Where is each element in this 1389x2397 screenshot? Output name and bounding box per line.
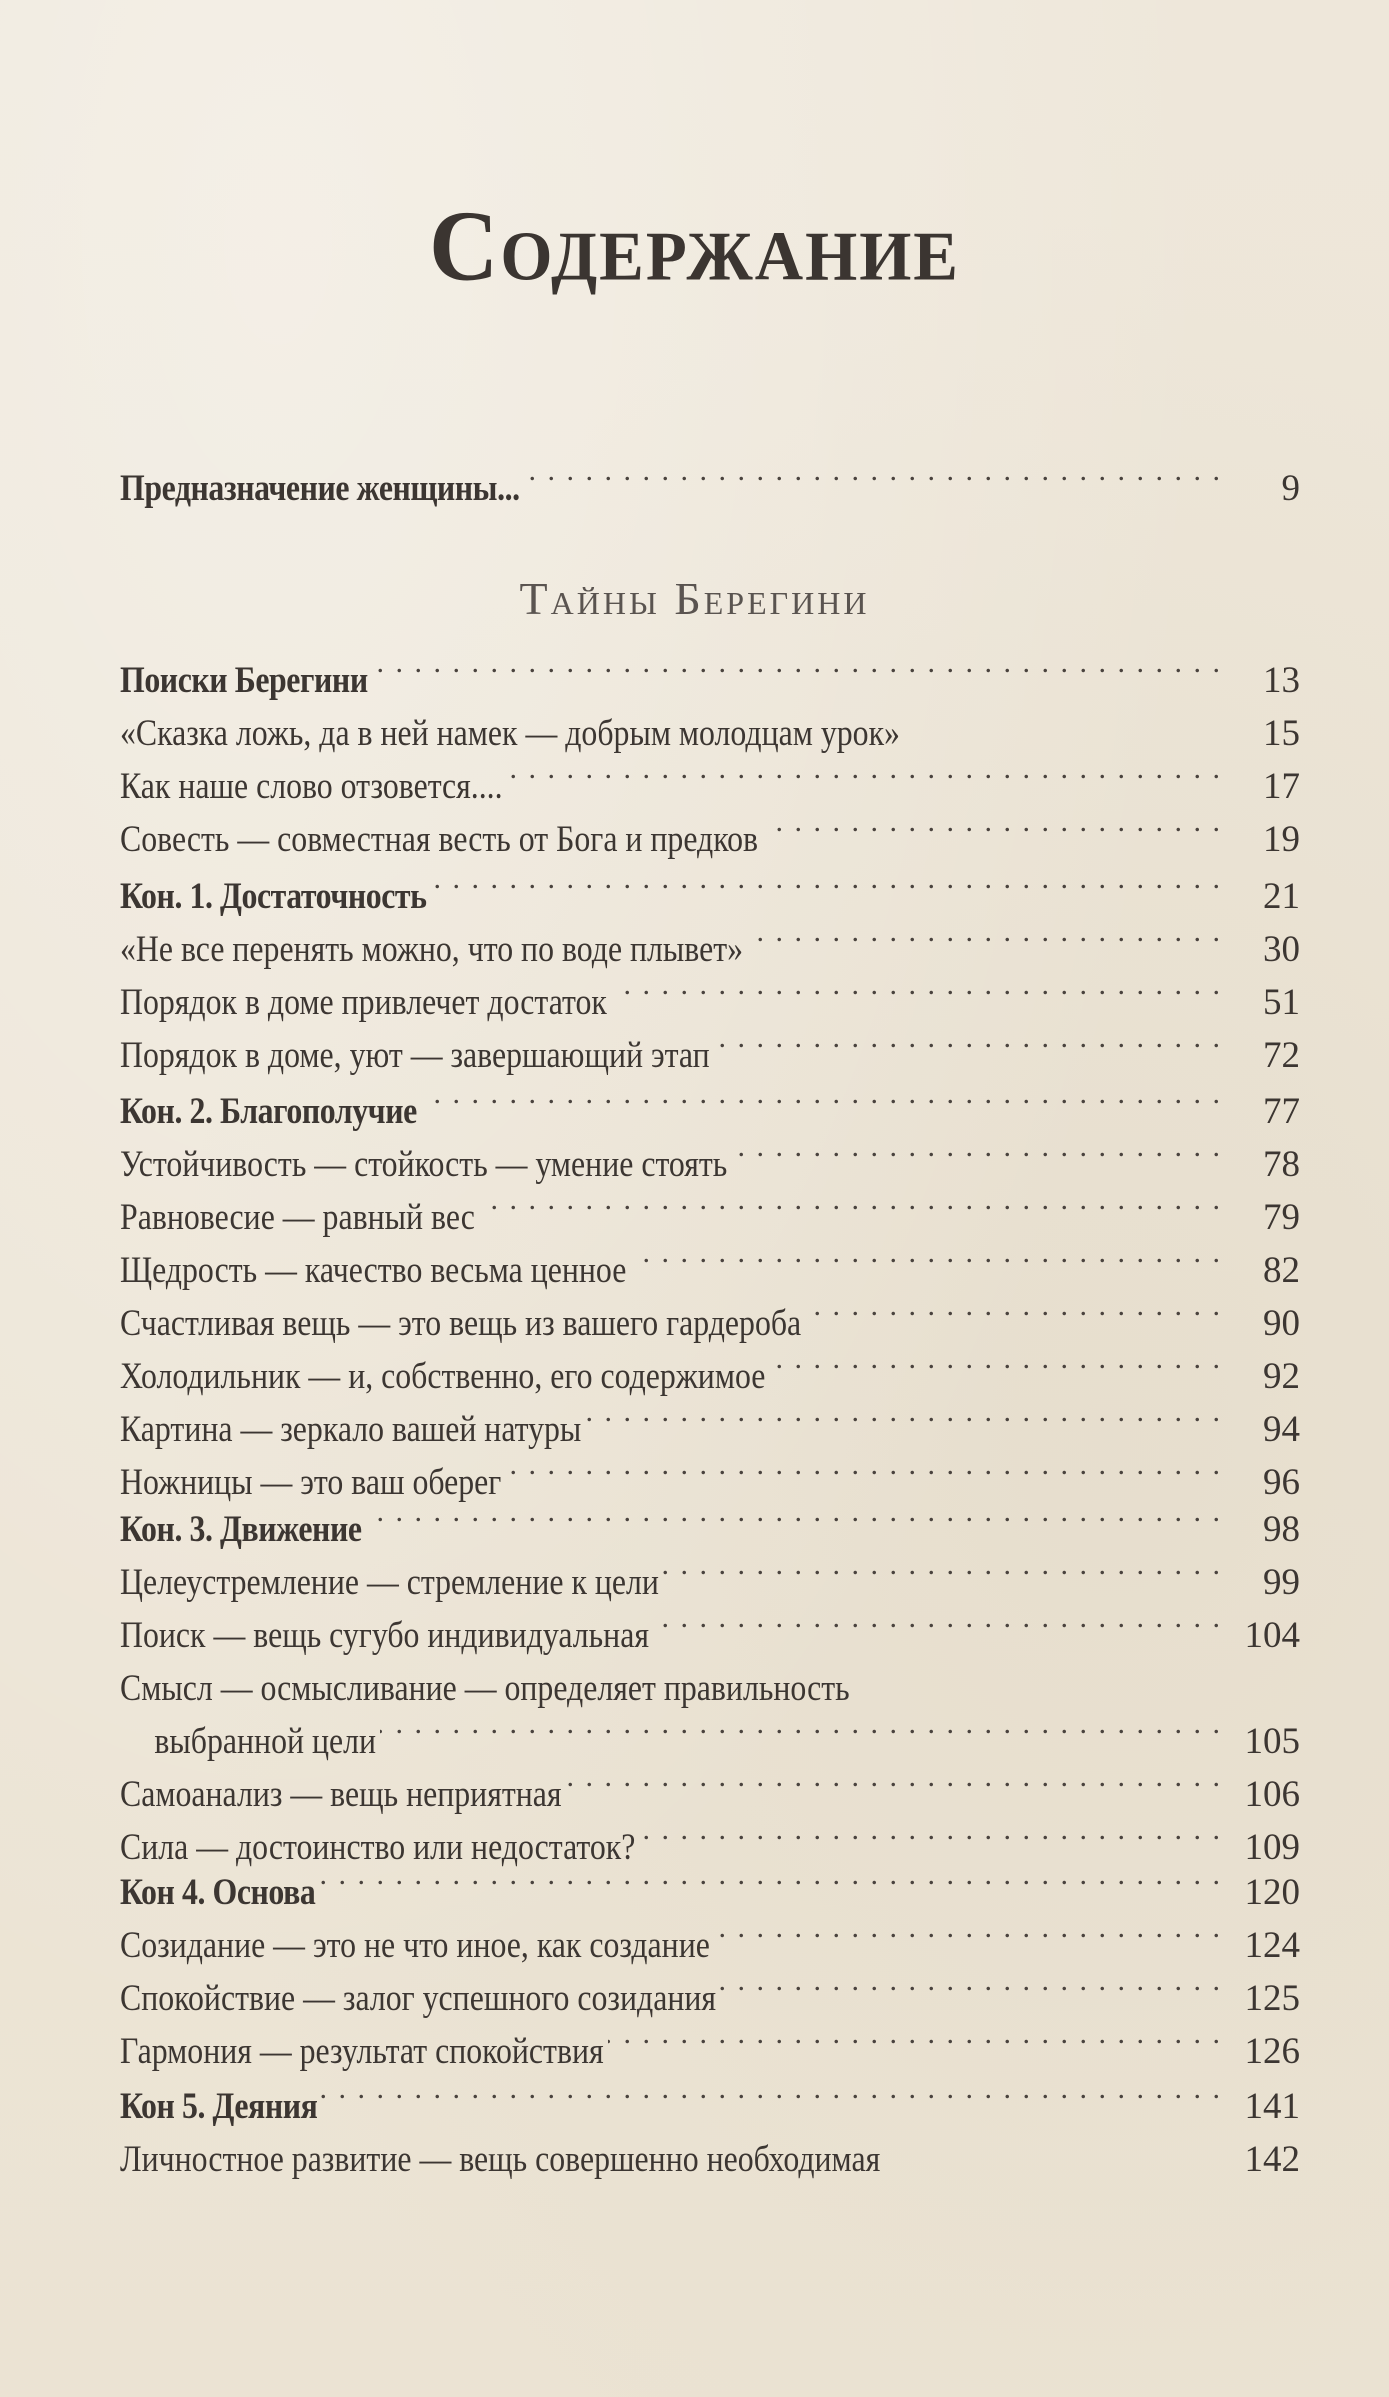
toc-entry-label: «Сказка ложь, да в ней намек — добрым молодцам урок» — [120, 713, 900, 754]
toc-entry-page: 82 — [1263, 1250, 1300, 1291]
toc-heading-label: Кон 4. Основа — [120, 1872, 316, 1913]
dot-leader — [421, 1086, 1222, 1123]
toc-entry[interactable] — [120, 1456, 1300, 1509]
toc-entry-page: 106 — [1244, 1774, 1300, 1815]
toc-entry-label: Смысл — осмысливание — определяет правильность — [120, 1668, 850, 1709]
dot-leader — [319, 1867, 1222, 1904]
toc-heading-page: 141 — [1244, 2086, 1300, 2127]
toc-entry-page: 99 — [1263, 1562, 1300, 1603]
toc-entry-label: Счастливая вещь — это вещь из вашего гардероба — [120, 1303, 802, 1344]
toc-heading[interactable] — [120, 2080, 1300, 2133]
toc-group — [120, 1085, 1300, 1509]
dot-leader — [507, 761, 1222, 798]
toc-group — [120, 2080, 1300, 2186]
toc-group — [120, 654, 1300, 866]
section-title: Тайны Берегини — [519, 573, 870, 624]
toc-entry[interactable] — [120, 1138, 1300, 1191]
toc-group — [120, 1866, 1300, 2078]
dot-leader — [805, 1298, 1222, 1335]
toc-entry-label: «Не все перенять можно, что по воде плывет» — [120, 929, 744, 970]
dot-leader — [380, 1716, 1222, 1753]
toc-entry[interactable] — [120, 1029, 1300, 1082]
toc-heading-page: 77 — [1263, 1091, 1300, 1132]
toc-heading[interactable] — [120, 654, 1300, 707]
toc-entry-label: Целеустремление — стремление к цели — [120, 1562, 659, 1603]
toc-entry[interactable] — [120, 1662, 1300, 1715]
toc-entry-label: Равновесие — равный вес — [120, 1197, 475, 1238]
dot-leader — [731, 1139, 1222, 1176]
toc-entry-label: Личностное развитие — вещь совершенно необходимая — [120, 2139, 881, 2180]
toc-entry[interactable] — [120, 760, 1300, 813]
toc-entry[interactable] — [120, 1972, 1300, 2025]
dot-leader — [366, 1504, 1222, 1541]
toc-heading[interactable] — [120, 1866, 1300, 1919]
toc-heading[interactable] — [120, 1503, 1300, 1556]
toc-heading-label: Кон. 3. Движение — [120, 1509, 362, 1550]
toc-entry[interactable] — [120, 1244, 1300, 1297]
toc-entry-page: 92 — [1263, 1356, 1300, 1397]
toc-entry-label: Картина — зеркало вашей натуры — [120, 1409, 582, 1450]
dot-leader — [321, 2081, 1222, 2118]
dot-leader — [585, 1404, 1222, 1441]
toc-entry-continuation[interactable] — [120, 1715, 1300, 1768]
dot-leader — [653, 1610, 1222, 1647]
toc-entry-page: 126 — [1244, 2031, 1300, 2072]
toc-heading[interactable] — [120, 870, 1300, 923]
toc-entry-label: Ножницы — это ваш оберег — [120, 1462, 502, 1503]
dot-leader — [747, 924, 1222, 961]
toc-heading-page: 21 — [1263, 876, 1300, 917]
toc-entry[interactable] — [120, 1609, 1300, 1662]
toc-entry[interactable] — [120, 1768, 1300, 1821]
toc-entry-label: Самоанализ — вещь неприятная — [120, 1774, 562, 1815]
toc-entry[interactable] — [120, 1403, 1300, 1456]
toc-heading[interactable] — [120, 1085, 1300, 1138]
toc-heading-label: Кон. 1. Достаточность — [120, 876, 427, 917]
toc-entry[interactable] — [120, 1350, 1300, 1403]
toc-entry-label: Поиск — вещь сугубо индивидуальная — [120, 1615, 649, 1656]
toc-group — [120, 1503, 1300, 1874]
toc-entry-label: Как наше слово отзовется.... — [120, 766, 503, 807]
dot-leader — [608, 2026, 1222, 2063]
toc-entry-page: 72 — [1263, 1035, 1300, 1076]
toc-entry[interactable] — [120, 1556, 1300, 1609]
dot-leader — [769, 1351, 1222, 1388]
toc-entry-label: Щедрость — качество весьма ценное — [120, 1250, 627, 1291]
dot-leader — [566, 1769, 1222, 1806]
dot-leader — [762, 814, 1222, 851]
dot-leader — [884, 2134, 1222, 2171]
toc-entry-page: 94 — [1263, 1409, 1300, 1450]
toc-entry-page: 79 — [1263, 1197, 1300, 1238]
dot-leader — [505, 1457, 1222, 1494]
toc-entry-page: 109 — [1244, 1827, 1300, 1868]
page-title: Содержание — [428, 189, 960, 302]
toc-entry-page: 19 — [1263, 819, 1300, 860]
toc-heading-label: Кон 5. Деяния — [120, 2086, 318, 2127]
toc-entry-page: 15 — [1263, 713, 1300, 754]
toc-entry[interactable] — [120, 1919, 1300, 1972]
toc-entry-label: Сила — достоинство или недостаток? — [120, 1827, 636, 1868]
toc-entry-label: Порядок в доме привлечет достаток — [120, 982, 607, 1023]
dot-leader — [639, 1822, 1222, 1859]
toc-heading-page: 98 — [1263, 1509, 1300, 1550]
dot-leader — [904, 708, 1222, 745]
toc-entry-label: Холодильник — и, собственно, его содержимое — [120, 1356, 766, 1397]
toc-entry-label: Созидание — это не что иное, как создание — [120, 1925, 710, 1966]
toc-entry-label: Спокойствие — залог успешного созидания — [120, 1978, 717, 2019]
dot-leader — [479, 1192, 1222, 1229]
toc-entry[interactable] — [120, 813, 1300, 866]
toc-heading-label: Поиски Берегини — [120, 660, 368, 701]
toc-entry-label: Устойчивость — стойкость — умение стоять — [120, 1144, 728, 1185]
dot-leader — [854, 1663, 1222, 1700]
toc-intro — [120, 462, 1300, 515]
dot-leader — [630, 1245, 1222, 1282]
toc-entry-page: 9 — [1281, 468, 1300, 509]
toc-entry-label: выбранной цели — [154, 1721, 377, 1762]
toc-entry[interactable] — [120, 976, 1300, 1029]
dot-leader — [431, 871, 1222, 908]
toc-entry-label: Предназначение женщины... — [120, 468, 520, 509]
dot-leader — [524, 463, 1222, 500]
toc-entry[interactable] — [120, 2025, 1300, 2078]
toc-entry[interactable] — [120, 707, 1300, 760]
toc-entry-page: 104 — [1244, 1615, 1300, 1656]
toc-entry-page: 90 — [1263, 1303, 1300, 1344]
toc-entry-page: 96 — [1263, 1462, 1300, 1503]
toc-entry-page: 125 — [1244, 1978, 1300, 2019]
dot-leader — [611, 977, 1222, 1014]
toc-group — [120, 870, 1300, 1082]
dot-leader — [663, 1557, 1222, 1594]
toc-entry-label: Порядок в доме, уют — завершающий этап — [120, 1035, 710, 1076]
toc-entry-page: 17 — [1263, 766, 1300, 807]
dot-leader — [714, 1030, 1222, 1067]
dot-leader — [720, 1973, 1222, 2010]
dot-leader — [714, 1920, 1222, 1957]
toc-heading-page: 13 — [1263, 660, 1300, 701]
toc-entry[interactable] — [120, 1191, 1300, 1244]
toc-heading-page: 120 — [1244, 1872, 1300, 1913]
toc-entry-page: 105 — [1244, 1721, 1300, 1762]
toc-entry[interactable] — [120, 1297, 1300, 1350]
toc-entry-page: 124 — [1244, 1925, 1300, 1966]
toc-entry-page: 51 — [1263, 982, 1300, 1023]
toc-entry-label: Гармония — результат спокойствия — [120, 2031, 604, 2072]
toc-heading-label: Кон. 2. Благополучие — [120, 1091, 417, 1132]
toc-entry-page: 142 — [1244, 2139, 1300, 2180]
toc-entry-page: 78 — [1263, 1144, 1300, 1185]
toc-entry-label: Совесть — совместная весть от Бога и предков — [120, 819, 759, 860]
toc-entry-intro[interactable] — [120, 462, 1300, 515]
toc-entry-page: 30 — [1263, 929, 1300, 970]
toc-entry[interactable] — [120, 2133, 1300, 2186]
toc-entry[interactable] — [120, 923, 1300, 976]
dot-leader — [372, 655, 1222, 692]
